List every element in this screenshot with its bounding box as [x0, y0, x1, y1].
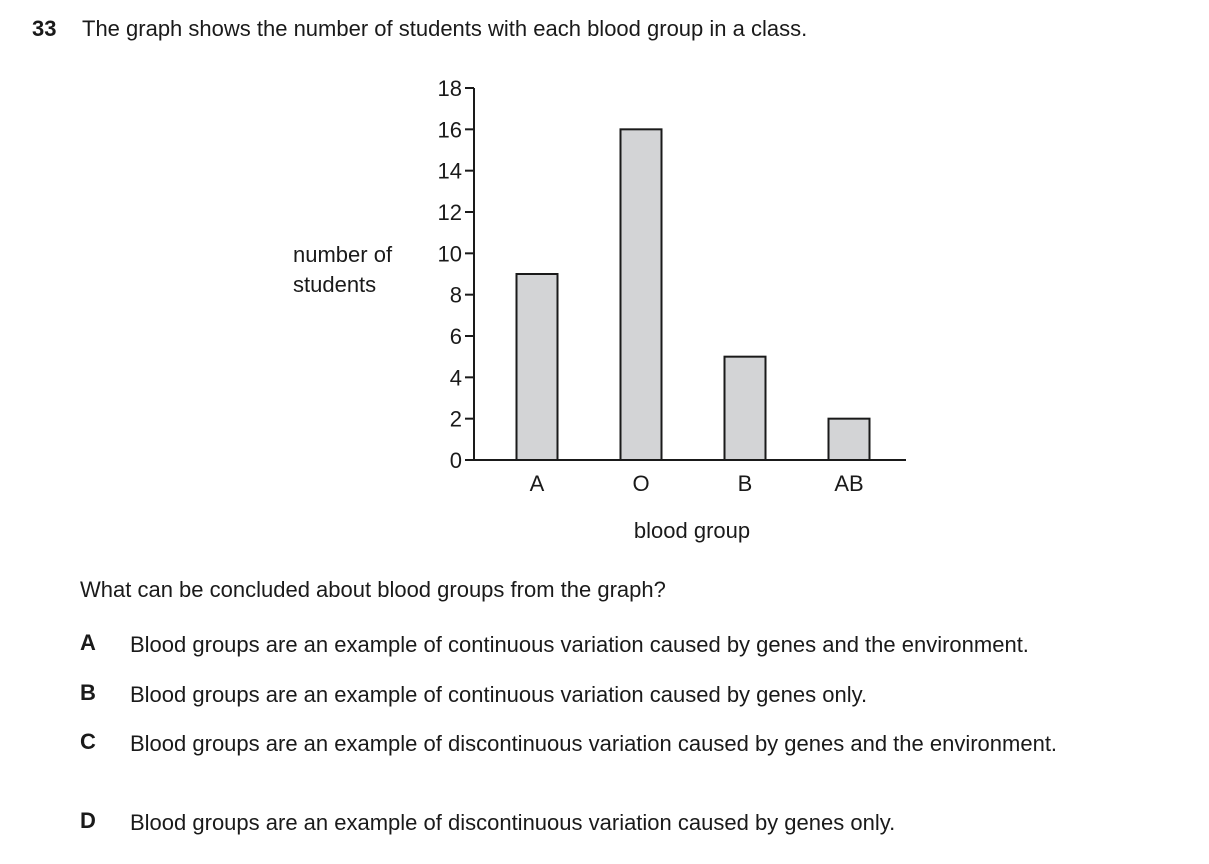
bar-ab: [829, 419, 870, 460]
y-tick-label: 4: [449, 365, 462, 391]
option-a[interactable]: [80, 630, 1168, 660]
y-tick-label: 6: [449, 324, 462, 349]
y-tick-label: 0: [449, 448, 462, 473]
bar-b: [725, 357, 766, 460]
y-tick-label: 10: [437, 241, 462, 267]
y-tick-label: 2: [449, 406, 462, 432]
option-letter: C: [80, 729, 96, 754]
question-number: 33: [32, 16, 57, 41]
x-tick-label: A: [529, 471, 545, 496]
option-c[interactable]: [80, 729, 1168, 759]
option-letter: A: [80, 630, 96, 655]
y-tick-label: 8: [449, 282, 462, 308]
x-axis-label: blood group: [633, 518, 751, 543]
y-axis-label: [293, 242, 393, 297]
y-tick-label: 18: [437, 76, 462, 101]
y-tick-label: 16: [437, 117, 462, 143]
x-axis-tick-labels: [530, 471, 864, 496]
y-axis-ticks: [438, 76, 474, 473]
option-text: Blood groups are an example of discontinuous variation caused by genes and the environment.: [130, 731, 1058, 756]
bar-o: [621, 129, 662, 460]
option-letter: B: [80, 680, 96, 705]
question-prompt: What can be concluded about blood groups from the graph?: [80, 577, 666, 602]
question-text: The graph shows the number of students with each blood group in a class.: [82, 16, 808, 41]
y-tick-label: 14: [437, 158, 462, 184]
y-tick-label: 12: [437, 200, 462, 225]
x-tick-label: O: [632, 471, 650, 496]
x-tick-label: AB: [834, 471, 864, 496]
y-axis-label-line: number of: [293, 242, 393, 267]
option-letter: D: [80, 808, 96, 833]
option-text: Blood groups are an example of continuous variation caused by genes and the environment.: [130, 632, 1029, 657]
option-text: Blood groups are an example of continuous variation caused by genes only.: [130, 682, 868, 707]
y-axis-label-line: students: [293, 272, 377, 297]
bar-a: [517, 274, 558, 460]
x-tick-label: B: [737, 471, 753, 496]
option-b[interactable]: [80, 680, 1168, 710]
option-text: Blood groups are an example of discontinuous variation caused by genes only.: [130, 810, 896, 835]
bars: [517, 129, 870, 460]
option-d[interactable]: [80, 808, 1168, 838]
